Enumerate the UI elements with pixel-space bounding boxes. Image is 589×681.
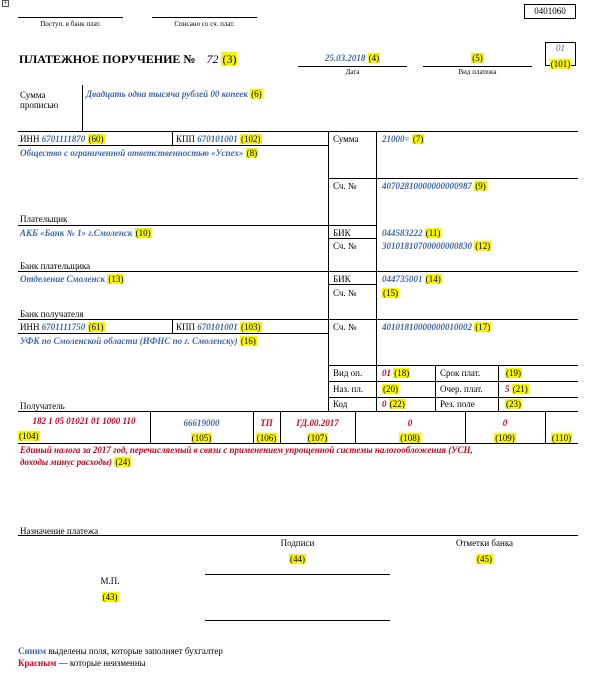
kbk-field	[18, 416, 150, 444]
purpose-line-2: доходы минус расходы) (24)	[20, 457, 131, 467]
signatures-tag: (44)	[290, 554, 305, 564]
received-line	[18, 17, 123, 18]
naz-pl-value: (20)	[383, 384, 398, 394]
form-corner-mark: +	[3, 0, 8, 7]
payee-label: Получатель	[20, 401, 65, 411]
legend-blue: Синим выделены поля, которые заполняет бухгалтер	[18, 646, 223, 656]
payment-type-label: Вид платежа	[458, 68, 497, 76]
ocher-value: 5 (21)	[505, 384, 528, 394]
vid-op-value: 01 (18)	[382, 368, 410, 378]
status-tag: (101)	[550, 59, 571, 69]
payer-bik-value: 044583222 (11)	[382, 228, 441, 238]
grid-line	[18, 131, 578, 132]
payee-inn: ИНН 6701111750 (61)	[20, 322, 104, 332]
status-box	[545, 42, 576, 69]
bank-marks-label: Отметки банка	[455, 538, 514, 548]
sum-value: 21000= (7)	[382, 134, 424, 144]
form-code-box	[524, 4, 576, 19]
legend-red: Красным — которые неизменны	[18, 658, 146, 668]
docnum-value: 0	[407, 418, 413, 428]
payer-account-value: 40702810000000000987 (9)	[382, 181, 486, 191]
payer-bank-name: АКБ «Банк № 1» г.Смоленск (10)	[20, 228, 151, 238]
docdate-value: 0	[502, 418, 508, 428]
received-label: Поступ. в банк плат.	[40, 20, 101, 28]
srok-value: (19)	[506, 368, 521, 378]
vid-op-label: Вид оп.	[333, 368, 363, 378]
kbk-tag: (104)	[19, 431, 39, 441]
payment-type-field: (5)	[472, 53, 483, 63]
basis-field	[253, 418, 280, 446]
page-title: ПЛАТЕЖНОЕ ПОРУЧЕНИЕ № 72 (3)	[19, 52, 237, 66]
amount-words-value: Двадцать одна тысяча рублей 00 копеек (6)	[86, 89, 262, 99]
period-value: ГД.00.2017	[296, 418, 339, 428]
payee-acc-value: 40101810000000010002 (17)	[382, 322, 491, 332]
kod-label: Код	[333, 399, 348, 409]
payee-acc-label: Сч. №	[333, 322, 357, 332]
payee-bik-value: 044735001 (14)	[382, 274, 441, 284]
rez-label: Рез. поле	[440, 399, 475, 409]
docdate-tag: (109)	[495, 433, 515, 443]
srok-label: Срок плат.	[440, 368, 481, 378]
form-code: 0401060	[534, 6, 566, 16]
amount-words-label-2: прописью	[20, 100, 59, 110]
field-110-tag: (110)	[551, 433, 572, 443]
payer-kpp: КПП 670101001 (102)	[176, 134, 261, 144]
status-value: 01	[556, 43, 565, 53]
payer-label: Плательщик	[20, 214, 68, 224]
bank-marks-tag: (45)	[477, 554, 492, 564]
signatures-tag-wrap	[205, 549, 390, 567]
purpose-line-1: Единый налога за 2017 год, перечисляемый в связи с применением упрощенной системы налогообложения (УСН,	[20, 445, 473, 455]
signature-line-2	[205, 620, 390, 621]
field-110	[545, 428, 578, 446]
oktmo-tag: (105)	[191, 433, 212, 443]
date-label: Дата	[345, 68, 360, 76]
payer-name: Общество с ограниченной ответственностью «Успех» (8)	[20, 148, 258, 158]
signatures-label: Подписи	[280, 538, 315, 548]
payer-bank-acc-label: Сч. №	[333, 241, 357, 251]
debited-label: Списано со сч. плат.	[174, 20, 235, 28]
docnum-tag: (108)	[400, 433, 420, 443]
kbk-value: 182 1 05 01021 01 1000 110	[32, 416, 136, 426]
payer-account-label: Сч. №	[333, 181, 357, 191]
payer-bank-label: Банк плательщика	[20, 261, 91, 271]
basis-value: ТП	[260, 418, 273, 428]
amount-words-label-1: Сумма	[20, 90, 46, 100]
docnum-field	[355, 418, 465, 446]
kod-value: 0 (22)	[382, 399, 405, 409]
mp-label: М.П.	[100, 576, 120, 586]
date-field: 25.03.2018 (4)	[324, 53, 380, 63]
period-field	[280, 418, 355, 446]
oktmo-field	[150, 418, 253, 446]
payer-inn: ИНН 6701111870 (60)	[20, 134, 104, 144]
payee-bik-label: БИК	[333, 274, 351, 284]
docdate-field	[465, 418, 545, 446]
order-number: 72	[206, 52, 219, 66]
ocher-label: Очер. плат.	[440, 384, 483, 394]
sum-label: Сумма	[333, 134, 359, 144]
debited-line	[152, 17, 257, 18]
payee-kpp: КПП 670101001 (103)	[176, 322, 261, 332]
payee-bank-label: Банк получателя	[20, 309, 84, 319]
mp-tag: (43)	[102, 592, 118, 602]
payee-bank-name: Отделение Смоленск (13)	[20, 274, 124, 284]
payee-bank-acc-label: Сч. №	[333, 288, 357, 298]
mp-tag-wrap	[90, 587, 130, 605]
order-number-tag: (3)	[222, 52, 237, 66]
rez-value: (23)	[506, 399, 521, 409]
payee-name: УФК по Смоленской области (ИФНС по г. Смоленску) (16)	[20, 336, 256, 346]
naz-pl-label: Наз. пл.	[333, 384, 364, 394]
period-tag: (107)	[307, 433, 328, 443]
oktmo-value: 66619000	[183, 418, 220, 428]
bank-marks-tag-wrap	[392, 549, 577, 567]
basis-tag: (106)	[256, 433, 277, 443]
payer-bank-acc-value: 30101810700000000830 (12)	[382, 241, 491, 251]
payee-bank-acc-value: (15)	[383, 288, 398, 298]
signature-line-1	[205, 574, 390, 575]
payer-bik-label: БИК	[333, 228, 351, 238]
purpose-label: Назначение платежа	[20, 526, 99, 536]
